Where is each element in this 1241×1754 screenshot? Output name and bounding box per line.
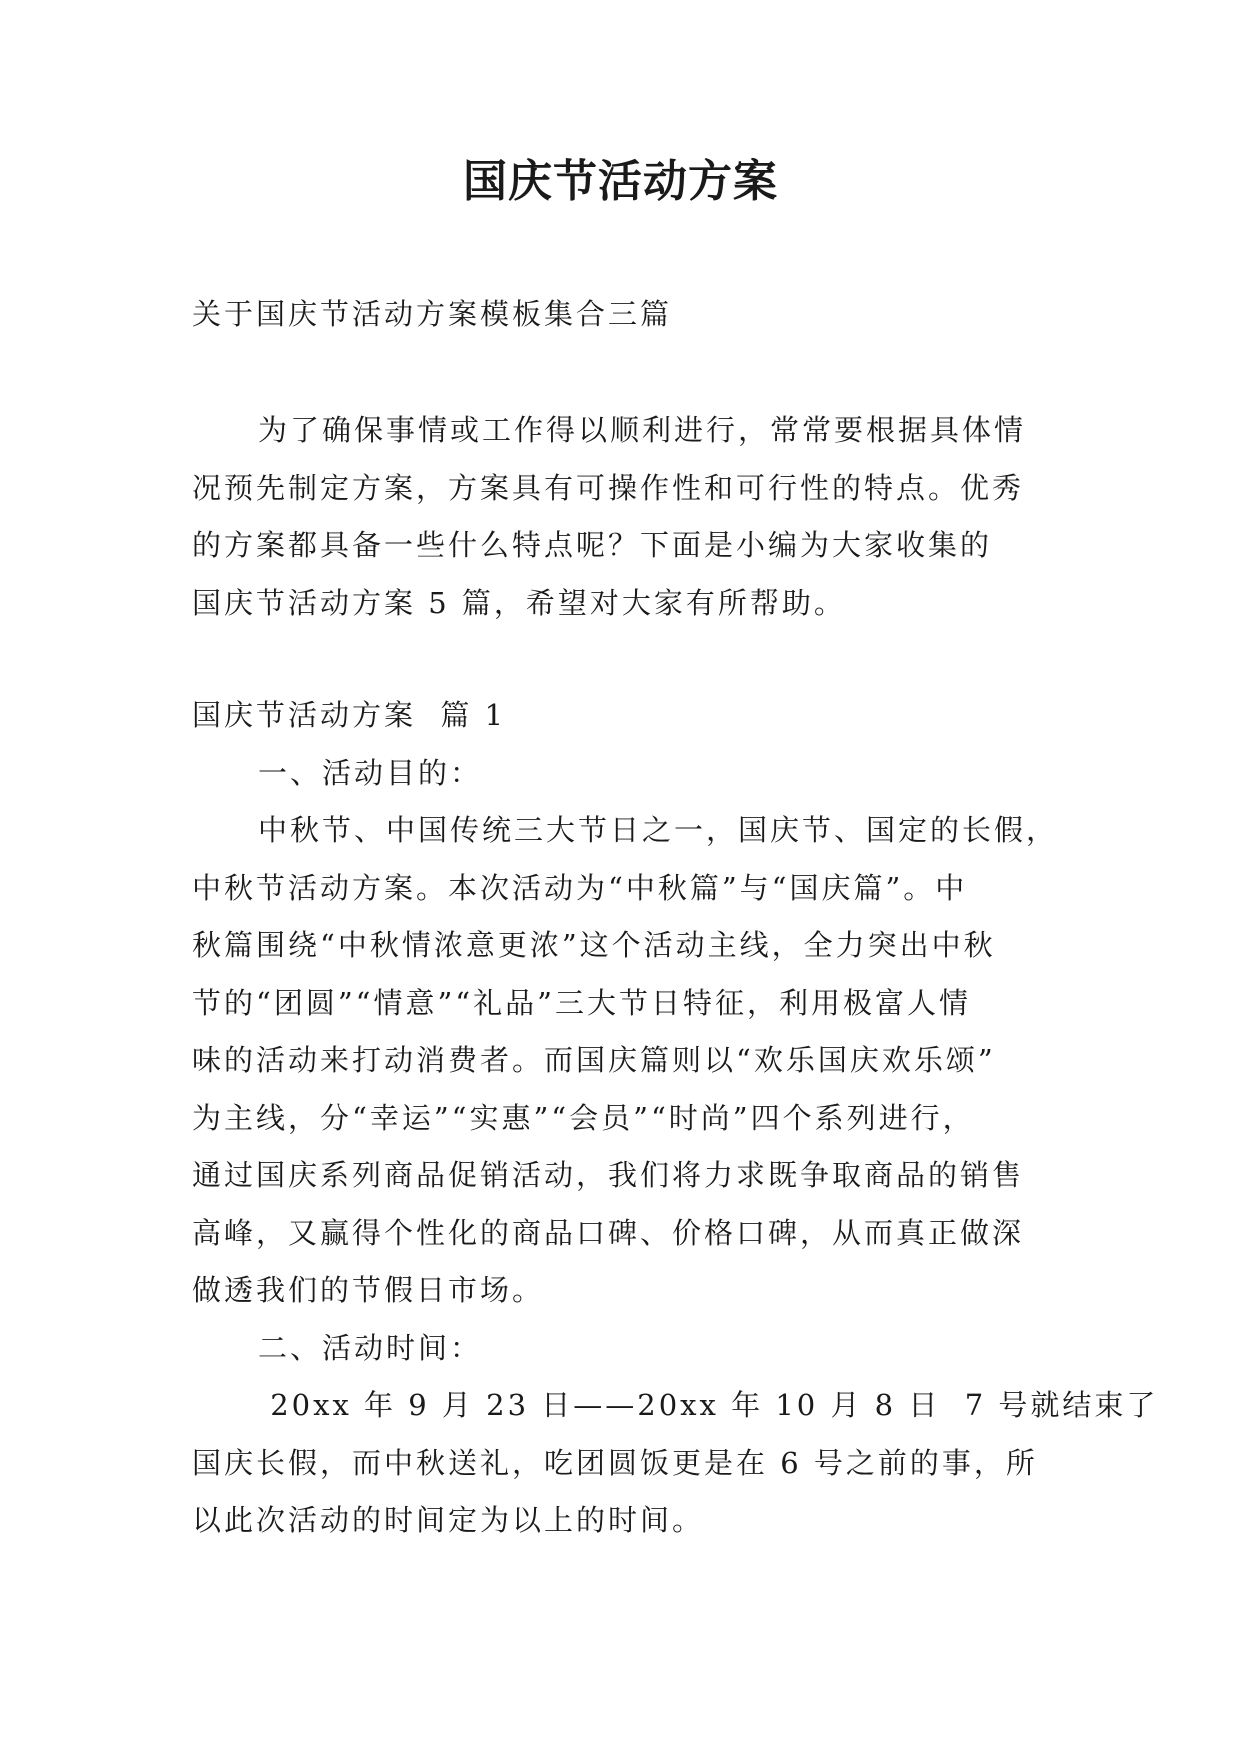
document-subtitle: 关于国庆节活动方案模板集合三篇 — [192, 297, 673, 331]
document-title: 国庆节活动方案 — [463, 156, 778, 207]
part2-heading: 二、活动时间： — [258, 1330, 483, 1365]
part2-line: 以此次活动的时间定为以上的时间。 — [192, 1503, 705, 1537]
part1-line: 做透我们的节假日市场。 — [192, 1273, 545, 1307]
part1-line: 节的“团圆”“情意”“礼品”三大节日特征，利用极富人情 — [192, 985, 971, 1020]
section-heading: 国庆节活动方案 篇 1 — [192, 698, 507, 732]
part1-line: 味的活动来打动消费者。而国庆篇则以“欢乐国庆欢乐颂” — [192, 1043, 996, 1077]
part1-line: 为主线，分“幸运”“实惠”“会员”“时尚”四个系列进行， — [192, 1100, 975, 1135]
part2-line: 20xx 年 9 月 23 日——20xx 年 10 月 8 日 7 号就结束了 — [258, 1388, 1159, 1422]
part1-line: 中秋节活动方案。本次活动为“中秋篇”与“国庆篇”。中 — [192, 870, 968, 905]
intro-line: 国庆节活动方案 5 篇，希望对大家有所帮助。 — [192, 585, 846, 620]
part1-line: 高峰，又赢得个性化的商品口碑、价格口碑，从而真正做深 — [192, 1215, 1025, 1250]
intro-line: 况预先制定方案，方案具有可操作性和可行性的特点。优秀 — [192, 470, 1025, 505]
part1-line: 秋篇围绕“中秋情浓意更浓”这个活动主线，全力突出中秋 — [192, 928, 996, 962]
intro-line: 的方案都具备一些什么特点呢？下面是小编为大家收集的 — [192, 528, 993, 562]
intro-line: 为了确保事情或工作得以顺利进行，常常要根据具体情 — [258, 413, 1027, 447]
part1-heading: 一、活动目的： — [258, 755, 483, 790]
section-body — [192, 687, 1159, 1550]
part1-line: 通过国庆系列商品促销活动，我们将力求既争取商品的销售 — [192, 1158, 1025, 1192]
part2-line: 国庆长假，而中秋送礼，吃团圆饭更是在 6 号之前的事，所 — [192, 1445, 1038, 1480]
intro-paragraph — [192, 402, 1052, 632]
part1-line: 中秋节、中国传统三大节日之一，国庆节、国定的长假， — [258, 813, 1059, 847]
